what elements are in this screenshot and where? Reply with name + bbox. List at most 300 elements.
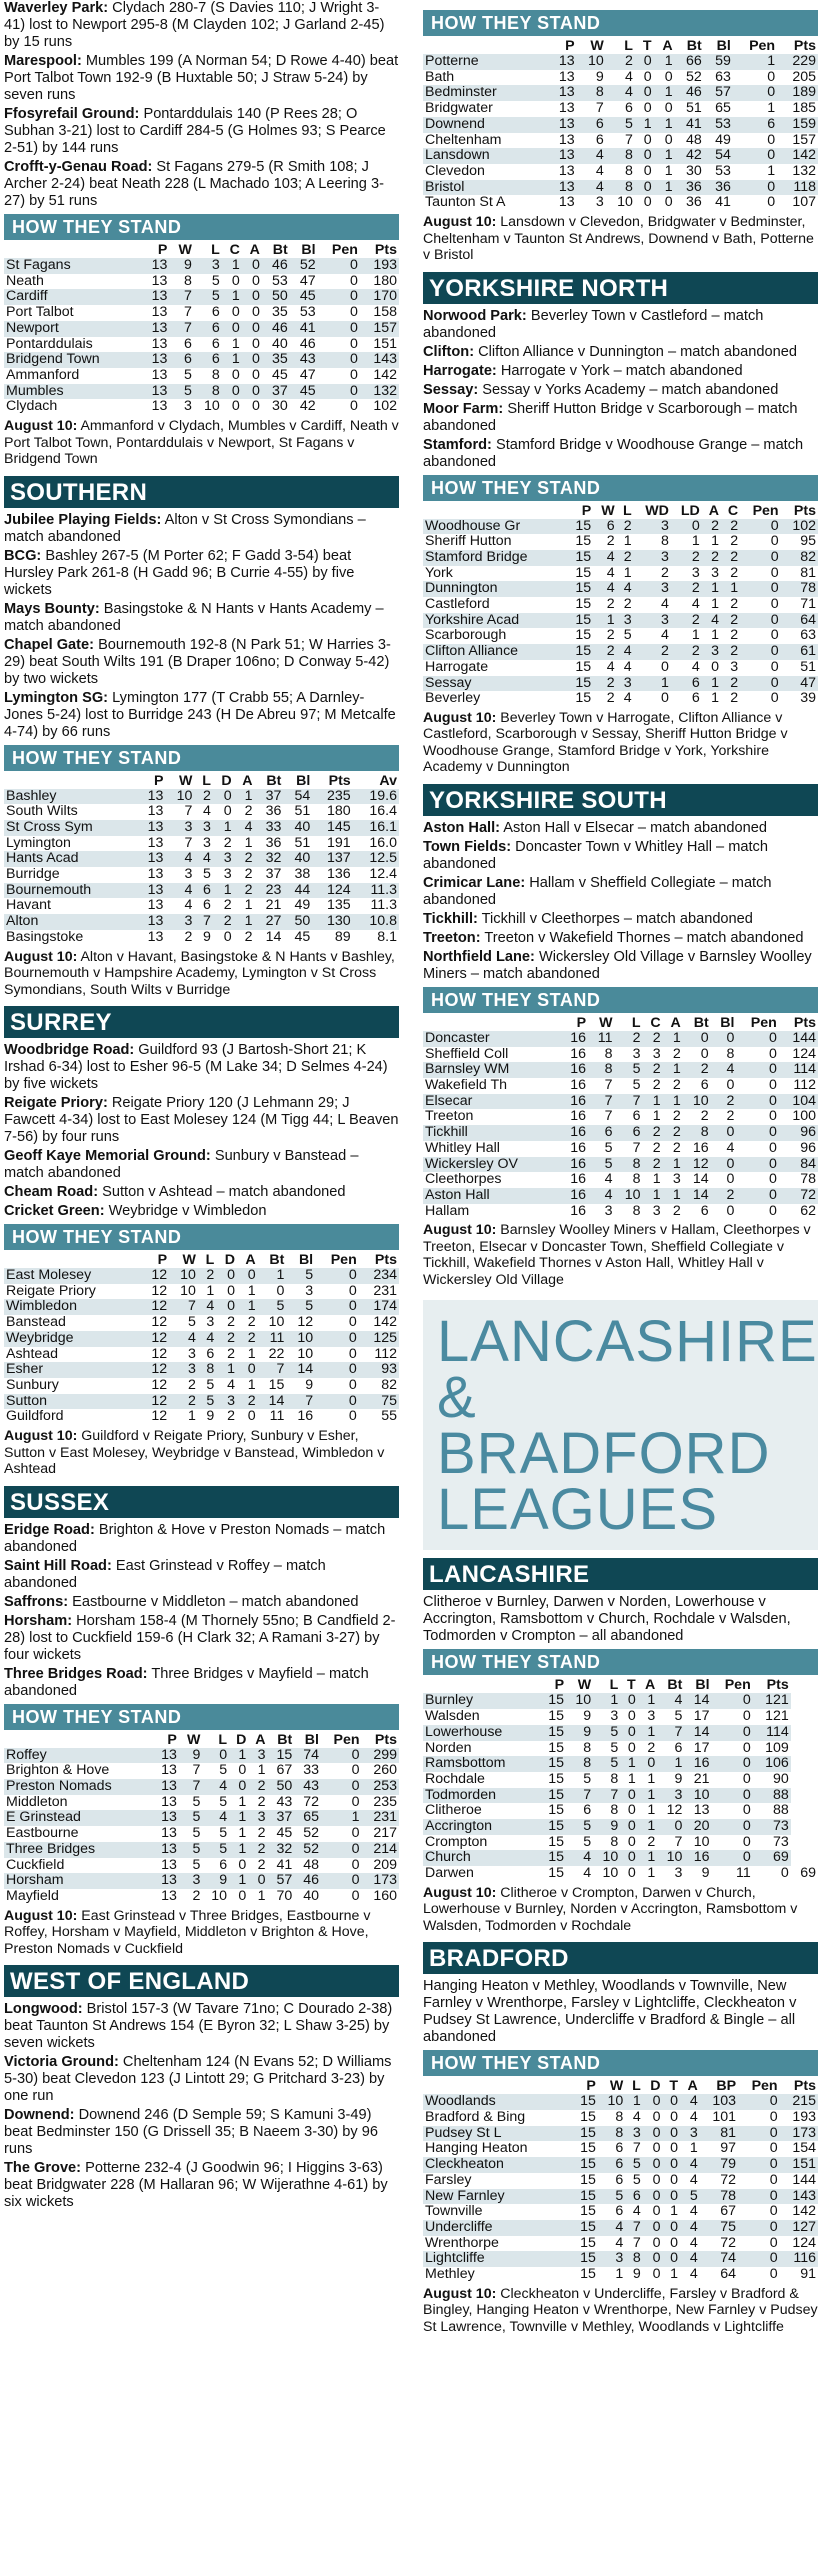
- fixtures-date: August 10:: [4, 948, 78, 965]
- stat-cell: 10: [684, 1788, 711, 1804]
- stat-cell: 0: [768, 1171, 777, 1188]
- stat-cell: 2: [198, 1268, 216, 1284]
- stat-cell: 45: [290, 289, 318, 305]
- stat-cell: 0: [670, 2234, 679, 2251]
- stat-cell: 0: [767, 131, 776, 148]
- stat-cell: 0: [671, 519, 702, 535]
- team-name: Cheltenham: [425, 131, 502, 148]
- stat-cell: 7: [184, 803, 193, 820]
- stat-cell: 6: [625, 2189, 643, 2205]
- stat-cell: 47: [781, 676, 818, 692]
- team-name: Walsden: [425, 1708, 480, 1725]
- stat-cell: 1: [229, 1810, 248, 1826]
- yorkshire-north-how-they-stand-heading: HOW THEY STAND: [423, 475, 818, 501]
- result-item: [423, 401, 818, 435]
- stat-cell: 52: [685, 68, 702, 85]
- stat-cell: 4: [689, 2203, 698, 2220]
- stat-cell: 13: [152, 1810, 179, 1826]
- stat-cell: 11: [258, 1331, 287, 1347]
- column-header: [423, 2078, 571, 2094]
- stat-cell: 5: [632, 2171, 641, 2188]
- result-item: [423, 839, 818, 873]
- stat-cell: 69: [800, 1865, 816, 1882]
- column-header: Bt: [693, 1014, 709, 1031]
- stat-cell: 0: [350, 366, 358, 383]
- table-row: [423, 1188, 818, 1204]
- table-row: [4, 399, 399, 415]
- stat-cell: 16: [570, 1202, 587, 1219]
- yorkshire-north-fixtures: [423, 710, 818, 776]
- team-name: E Grinstead: [4, 1810, 152, 1826]
- stat-cell: 1: [247, 1376, 256, 1393]
- stat-cell: 5: [184, 366, 192, 383]
- stat-cell: 4: [194, 851, 213, 867]
- stat-cell: 45: [271, 366, 288, 383]
- table-row: [423, 1078, 818, 1094]
- stat-cell: 13: [161, 1762, 177, 1779]
- team-name: Woodlands: [423, 2094, 571, 2110]
- west-of-england-heading: WEST OF ENGLAND: [4, 1965, 399, 1997]
- team-name: Harrogate: [425, 658, 489, 675]
- column-header: A: [670, 1014, 681, 1031]
- ground-name: BCG:: [4, 547, 42, 564]
- stat-cell: 1: [257, 1887, 266, 1904]
- stat-cell: 0: [767, 68, 776, 85]
- stat-cell: 4: [711, 1062, 737, 1078]
- stat-cell: 0: [627, 1739, 636, 1756]
- stat-cell: 0: [231, 304, 240, 321]
- stat-cell: 84: [779, 1157, 818, 1173]
- stat-cell: 40: [303, 1887, 319, 1904]
- team-name: South Wilts: [6, 803, 78, 820]
- stat-cell: 124: [312, 883, 352, 899]
- column-header: A: [255, 1731, 266, 1748]
- result-text: Downend 246 (D Semple 59; S Kamuni 3-49) beat Bedminster 150 (G Drissell 35; B Naeem 3-30) by 96 runs: [4, 2107, 378, 2158]
- team-name: Guildford: [6, 1408, 64, 1425]
- stat-cell: 2: [606, 54, 635, 70]
- stat-cell: 3: [691, 564, 700, 581]
- stat-cell: 102: [373, 398, 397, 415]
- team-name: Taunton St A: [425, 194, 506, 211]
- stat-cell: 5: [206, 1376, 215, 1393]
- table-row: [423, 1157, 818, 1173]
- stat-cell: 6: [615, 2140, 624, 2157]
- column-header: D: [650, 2078, 661, 2095]
- result-item: [4, 512, 399, 546]
- stat-cell: 5: [623, 627, 632, 644]
- team-name: Farsley: [425, 2171, 472, 2188]
- stat-cell: 143: [780, 2189, 818, 2205]
- stat-cell: 103: [700, 2094, 738, 2110]
- stat-cell: 16: [560, 1094, 588, 1110]
- table-row: [423, 2267, 818, 2283]
- stat-cell: 13: [558, 68, 575, 85]
- stat-cell: 4: [661, 627, 669, 644]
- stat-cell: 1: [663, 1188, 683, 1204]
- column-header: A: [242, 772, 253, 789]
- column-header: Bl: [298, 1252, 314, 1269]
- stat-cell: 0: [635, 85, 654, 101]
- stat-cell: 157: [792, 131, 816, 148]
- stat-cell: 15: [548, 1708, 565, 1725]
- stat-cell: 8: [588, 1062, 614, 1078]
- table-row: [423, 2220, 818, 2236]
- ground-name: Lymington SG:: [4, 689, 109, 706]
- stat-cell: 2: [634, 644, 671, 660]
- stat-cell: 0: [350, 398, 358, 415]
- stat-cell: 13: [147, 897, 164, 914]
- stat-cell: 5: [566, 1819, 593, 1835]
- stat-cell: 0: [664, 131, 673, 148]
- stat-cell: 0: [733, 180, 777, 196]
- stat-cell: 1: [615, 2266, 624, 2283]
- stat-cell: 73: [772, 1833, 789, 1850]
- stat-cell: 4: [184, 897, 193, 914]
- team-name: Basingstoke: [6, 928, 84, 945]
- column-header: Bl: [296, 772, 311, 789]
- table-row: [423, 2126, 818, 2142]
- stat-cell: 0: [711, 1125, 737, 1141]
- southern-how-they-stand-heading: HOW THEY STAND: [4, 745, 399, 771]
- table-row: [423, 180, 818, 196]
- table-row: [4, 1779, 399, 1795]
- stat-cell: 0: [251, 304, 260, 321]
- stat-cell: 1: [654, 85, 675, 101]
- stat-cell: 1: [642, 1094, 662, 1110]
- stat-cell: 7: [566, 1788, 593, 1804]
- table-row: [423, 1172, 818, 1188]
- stat-cell: 1: [206, 1282, 215, 1299]
- stat-cell: 0: [348, 1376, 357, 1393]
- stat-cell: 231: [362, 1810, 399, 1826]
- stat-cell: 0: [738, 2126, 780, 2142]
- result-item: [4, 1203, 399, 1220]
- team-name: Middleton: [6, 1793, 68, 1810]
- stat-cell: 15: [539, 1788, 566, 1804]
- stat-cell: 48: [685, 131, 702, 148]
- stat-cell: 8: [598, 2126, 625, 2142]
- stat-cell: 15: [548, 1770, 565, 1787]
- stat-cell: 1: [238, 1793, 247, 1810]
- team-name: Sheffield Coll: [425, 1045, 509, 1062]
- column-header: P: [565, 38, 575, 54]
- team-name: Alton: [4, 914, 137, 930]
- table-row: [4, 1810, 399, 1826]
- table-row: [423, 644, 818, 660]
- stat-cell: 4: [198, 1299, 216, 1315]
- stat-cell: 109: [765, 1739, 789, 1756]
- result-item: [423, 949, 818, 983]
- stat-cell: 2: [257, 1825, 266, 1842]
- result-item: [423, 363, 818, 380]
- stat-cell: 4: [606, 658, 615, 675]
- stat-cell: 0: [627, 1833, 636, 1850]
- stat-cell: 13: [151, 272, 168, 289]
- team-name: St Fagans: [4, 258, 142, 274]
- column-header: W: [178, 242, 192, 258]
- stat-cell: 7: [625, 131, 633, 148]
- stat-cell: 1: [663, 1094, 683, 1110]
- stat-cell: 0: [318, 289, 360, 305]
- table-row: [423, 1094, 818, 1110]
- stat-cell: 6: [700, 1077, 709, 1094]
- stat-cell: 1: [691, 627, 700, 644]
- stat-cell: 16: [297, 1408, 314, 1425]
- stat-cell: 1: [670, 2266, 679, 2283]
- stat-cell: 14: [684, 1725, 711, 1741]
- lancashire-standings-table: [423, 1677, 818, 1881]
- table-row: [4, 898, 399, 914]
- stat-cell: 46: [294, 1873, 321, 1889]
- stat-cell: 15: [580, 2171, 596, 2188]
- stat-cell: 173: [362, 1873, 399, 1889]
- table-row: [423, 1819, 818, 1835]
- stat-cell: 88: [772, 1802, 789, 1819]
- stat-cell: 0: [738, 2251, 780, 2267]
- stat-cell: 44: [283, 883, 312, 899]
- stat-cell: 0: [652, 2203, 661, 2220]
- stat-cell: 2: [672, 1202, 681, 1219]
- column-header: WD: [645, 502, 669, 519]
- stat-cell: 37: [254, 789, 283, 805]
- yorkshire-south-how-they-stand-heading: HOW THEY STAND: [423, 987, 818, 1013]
- stat-cell: 15: [539, 1756, 566, 1772]
- stat-cell: 0: [242, 352, 262, 368]
- stat-cell: 65: [294, 1810, 321, 1826]
- stat-cell: 0: [238, 1887, 247, 1904]
- stat-cell: 2: [213, 914, 234, 930]
- team-name: Bournemouth: [4, 883, 137, 899]
- stat-cell: 0: [733, 85, 777, 101]
- stat-cell: 6: [219, 1856, 228, 1873]
- stat-cell: 7: [625, 2220, 643, 2236]
- stat-cell: 43: [276, 1793, 293, 1810]
- stat-cell: 1: [222, 352, 242, 368]
- team-name: Sutton: [4, 1394, 140, 1410]
- table-row: [4, 883, 399, 899]
- stat-cell: 8: [632, 1171, 641, 1188]
- stat-cell: 9: [202, 928, 211, 945]
- stat-cell: 15: [571, 2220, 598, 2236]
- stat-cell: 0: [242, 384, 262, 400]
- stat-cell: 1: [652, 1171, 661, 1188]
- result-text: East Grinstead v Roffey – match abandoned: [4, 1557, 326, 1591]
- stat-cell: 3: [674, 1865, 683, 1882]
- stat-cell: 5: [192, 1793, 201, 1810]
- table-row: [4, 1873, 399, 1889]
- stat-cell: 0: [643, 2157, 663, 2173]
- stat-cell: 2: [730, 564, 739, 581]
- table-row: [4, 352, 399, 368]
- stat-cell: 15: [575, 658, 592, 675]
- stat-cell: 4: [165, 851, 194, 867]
- result-text: Bournemouth 192-8 (N Park 51; W Harries 3-29) beat South Wilts 191 (B Draper 106no; D Conway 5-42) by two wickets: [4, 636, 391, 687]
- stat-cell: 15: [567, 519, 594, 535]
- stat-cell: 3: [187, 1345, 196, 1362]
- stat-cell: 0: [652, 2234, 661, 2251]
- team-name: Ashtead: [6, 1345, 59, 1362]
- ground-name: The Grove:: [4, 2160, 82, 2177]
- team-name: Bashley: [4, 789, 137, 805]
- stat-cell: 13: [151, 398, 168, 415]
- stat-cell: 10: [577, 54, 606, 70]
- southern-heading: SOUTHERN: [4, 476, 399, 508]
- table-row: [423, 2236, 818, 2252]
- team-name: Downend: [423, 117, 547, 133]
- team-name: Mumbles: [4, 384, 142, 400]
- stat-cell: 13: [137, 851, 166, 867]
- stat-cell: 3: [634, 550, 671, 566]
- stat-cell: 7: [632, 2140, 641, 2157]
- result-item: [4, 1042, 399, 1093]
- stat-cell: 1: [767, 162, 776, 179]
- stat-cell: 0: [643, 2251, 663, 2267]
- stat-cell: 0: [738, 2220, 780, 2236]
- stat-cell: 4: [577, 148, 606, 164]
- stat-cell: 36: [704, 180, 733, 196]
- stat-cell: 16: [570, 1139, 587, 1156]
- stat-cell: 144: [779, 1031, 818, 1047]
- sussex-standings-table: [4, 1732, 399, 1905]
- stat-cell: 1: [257, 1762, 266, 1779]
- team-name: Woodhouse Gr: [423, 519, 567, 535]
- stat-cell: 13: [558, 162, 575, 179]
- table-row: [4, 337, 399, 353]
- stat-cell: 2: [671, 613, 702, 629]
- stat-cell: 0: [652, 2171, 661, 2188]
- stat-cell: 10: [268, 1314, 285, 1331]
- stat-cell: 8: [610, 1833, 619, 1850]
- table-row: [423, 1031, 818, 1047]
- stat-cell: 4: [615, 2234, 624, 2251]
- lancashire-fixtures: [423, 1885, 818, 1935]
- stat-cell: 0: [247, 1408, 256, 1425]
- stat-cell: 12.5: [353, 851, 399, 867]
- result-item: [4, 601, 399, 635]
- bradford-fixtures: [423, 2286, 818, 2336]
- team-name: Crompton: [425, 1833, 488, 1850]
- team-name: Eastbourne: [6, 1825, 79, 1842]
- stat-cell: 64: [781, 613, 818, 629]
- table-row: [4, 274, 399, 290]
- stat-cell: 3: [305, 1282, 314, 1299]
- stat-cell: 91: [800, 2266, 816, 2283]
- stat-cell: 16: [560, 1157, 588, 1173]
- column-header: D: [224, 1252, 235, 1269]
- stat-cell: 82: [781, 550, 818, 566]
- stat-cell: 8: [606, 180, 635, 196]
- stat-cell: 13: [547, 117, 576, 133]
- stat-cell: 3: [184, 398, 192, 415]
- stat-cell: 2: [652, 1077, 661, 1094]
- stat-cell: 173: [780, 2126, 818, 2142]
- ground-name: Longwood:: [4, 2001, 83, 2018]
- surrey-fixtures: [4, 1428, 399, 1478]
- stat-cell: 16.1: [353, 820, 399, 836]
- stat-cell: 2: [192, 1887, 201, 1904]
- stat-cell: 8: [194, 384, 222, 400]
- stat-cell: 0: [738, 2157, 780, 2173]
- stat-cell: 2: [234, 851, 255, 867]
- stat-cell: 51: [294, 803, 311, 820]
- stat-cell: 0: [770, 533, 779, 550]
- stat-cell: 15: [548, 1865, 565, 1882]
- table-row: [4, 1842, 399, 1858]
- team-name: Stamford Bridge: [423, 550, 567, 566]
- ground-name: Harrogate:: [423, 362, 497, 379]
- stat-cell: 2: [700, 1108, 709, 1125]
- banner-line-3: LEAGUES: [437, 1477, 718, 1543]
- team-name: Hallam: [425, 1202, 470, 1219]
- stat-cell: 3: [202, 834, 211, 851]
- ground-name: Aston Hall:: [423, 819, 501, 836]
- stat-cell: 0: [769, 2234, 778, 2251]
- stat-cell: 15: [268, 1376, 285, 1393]
- stat-cell: 13: [151, 304, 168, 321]
- stat-cell: 0: [738, 2094, 780, 2110]
- stat-cell: 0: [222, 384, 242, 400]
- team-name: Sessay: [423, 676, 567, 692]
- stat-cell: 1: [654, 54, 675, 70]
- stat-cell: 0: [712, 1693, 753, 1709]
- stat-cell: 1: [711, 596, 719, 613]
- stat-cell: 4: [680, 2251, 700, 2267]
- stat-cell: 7: [604, 1108, 613, 1125]
- stat-cell: 0: [351, 1856, 360, 1873]
- stat-cell: 3: [657, 1788, 684, 1804]
- table-row: [4, 384, 399, 400]
- column-header: [4, 1252, 140, 1268]
- team-name: Undercliffe: [423, 2220, 571, 2236]
- stat-cell: 6: [595, 131, 604, 148]
- ground-name: Saint Hill Road:: [4, 1557, 112, 1574]
- team-name: Roffey: [4, 1748, 152, 1764]
- stat-cell: 11.3: [353, 883, 399, 899]
- ground-name: Stamford:: [423, 436, 492, 453]
- stat-cell: 0: [652, 2266, 661, 2283]
- stat-cell: 3: [634, 613, 671, 629]
- stat-cell: 0: [670, 2171, 679, 2188]
- column-header: W: [577, 1677, 592, 1694]
- stat-cell: 10: [593, 1850, 620, 1866]
- stat-cell: 4: [202, 1810, 229, 1826]
- team-name: Ramsbottom: [423, 1756, 539, 1772]
- stat-cell: 16.0: [369, 834, 397, 851]
- stat-cell: 2: [721, 519, 740, 535]
- column-header: D: [221, 772, 232, 789]
- stat-cell: 1: [247, 1282, 256, 1299]
- stat-cell: 2: [663, 1125, 683, 1141]
- stat-cell: 0: [620, 1725, 637, 1741]
- stat-cell: 0: [251, 335, 260, 352]
- result-text: Stamford Bridge v Woodhouse Grange – match abandoned: [423, 436, 804, 470]
- table-row: [423, 550, 818, 566]
- stat-cell: 0: [318, 321, 360, 337]
- stat-cell: 5: [674, 1708, 683, 1725]
- stat-cell: 124: [792, 1045, 816, 1062]
- stat-cell: 8: [625, 162, 633, 179]
- table-row: [4, 305, 399, 321]
- stat-cell: 27: [254, 914, 283, 930]
- stat-cell: 3: [680, 2126, 700, 2142]
- stat-cell: 10.8: [353, 914, 399, 930]
- stat-cell: 112: [374, 1345, 397, 1362]
- table-row: [423, 581, 818, 597]
- stat-cell: 1: [711, 690, 719, 707]
- column-header: Pts: [374, 242, 397, 258]
- stat-cell: 35: [262, 352, 290, 368]
- stat-cell: 151: [373, 335, 397, 352]
